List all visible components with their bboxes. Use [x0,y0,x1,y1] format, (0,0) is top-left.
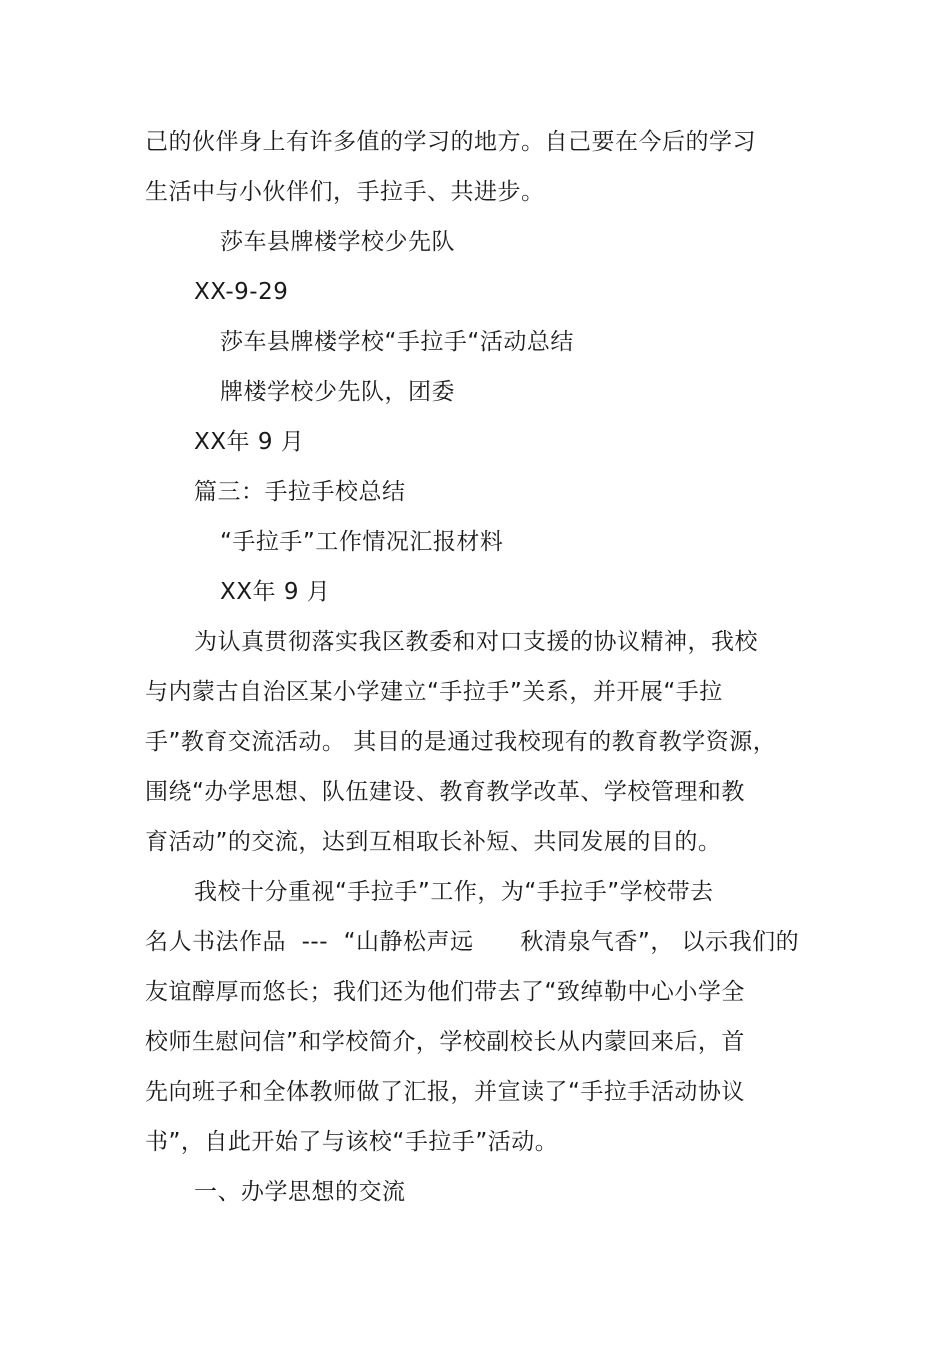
text-line-1: 己的伙伴身上有许多值的学习的地方。自己要在今后的学习 [145,129,756,155]
text-line-19: 校师生慰问信”和学校简介，学校副校长从内蒙回来后，首 [145,1029,745,1055]
text-line-13: 手”教育交流活动。 其目的是通过我校现有的教育教学资源， [145,729,777,755]
text-line-9: “手拉手”工作情况汇报材料 [220,529,504,555]
text-line-15: 育活动”的交流，达到互相取长补短、共同发展的目的。 [145,829,722,855]
text-line-6: 牌楼学校少先队，团委 [220,379,455,405]
text-line-3: 莎车县牌楼学校少先队 [220,229,455,255]
text-line-22: 一、办学思想的交流 [194,1179,406,1205]
text-line-12: 与内蒙古自治区某小学建立“手拉手”关系，并开展“手拉 [145,679,723,705]
text-line-2: 生活中与小伙伴们，手拉手、共进步。 [145,179,545,205]
text-line-10: XX年 9 月 [220,579,331,605]
text-line-16: 我校十分重视“手拉手”工作，为“手拉手”学校带去 [194,879,714,905]
text-line-21: 书”，自此开始了与该校“手拉手”活动。 [145,1129,559,1155]
text-line-17: 名人书法作品 --- “山静松声远 秋清泉气香”， 以示我们的 [145,929,800,955]
text-line-20: 先向班子和全体教师做了汇报，并宣读了“手拉手活动协议 [145,1079,745,1105]
text-line-4: XX-9-29 [194,279,289,305]
text-line-14: 围绕“办学思想、队伍建设、教育教学改革、学校管理和教 [145,779,745,805]
text-line-18: 友谊醇厚而悠长；我们还为他们带去了“致绰勒中心小学全 [145,979,745,1005]
text-line-11: 为认真贯彻落实我区教委和对口支援的协议精神，我校 [194,629,758,655]
text-line-8: 篇三：手拉手校总结 [194,479,406,505]
text-line-5: 莎车县牌楼学校“手拉手“活动总结 [220,329,574,355]
text-line-7: XX年 9 月 [194,429,305,455]
